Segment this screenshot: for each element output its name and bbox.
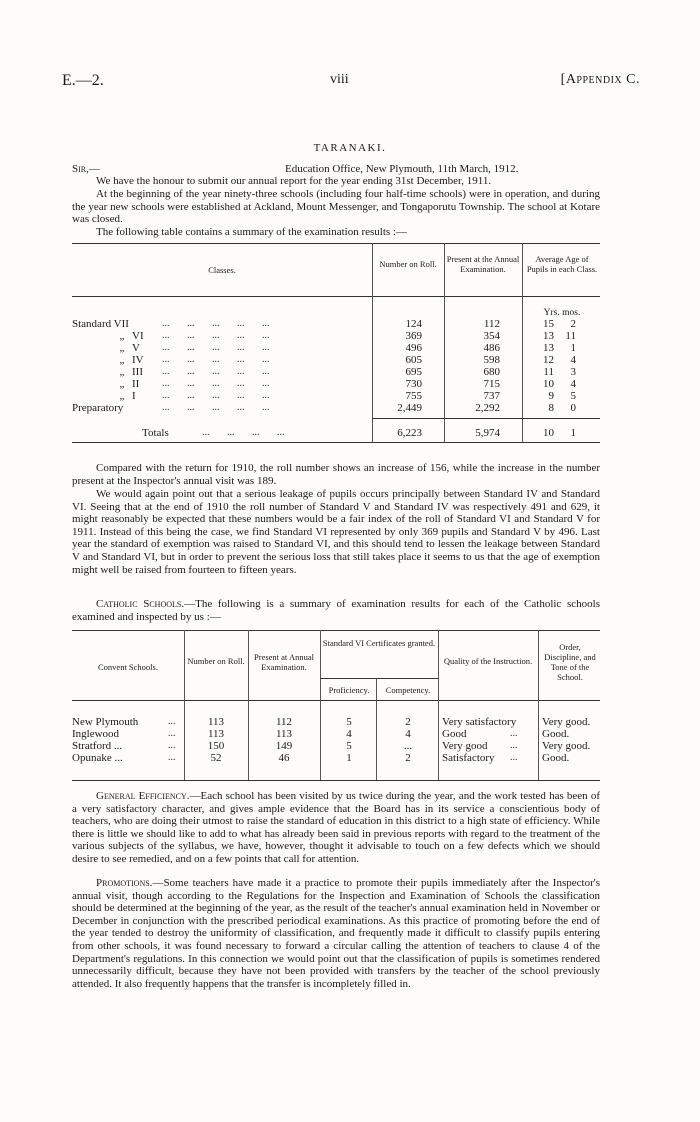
leader-dots: ... (168, 740, 176, 751)
leader-dots: ... ... ... ... ... (162, 342, 270, 353)
column-divider (320, 630, 321, 780)
run-in-heading: Promotions. (96, 877, 153, 889)
present-value: 46 (278, 752, 290, 764)
table-rule (72, 780, 600, 781)
present-value: 113 (275, 728, 293, 740)
leader-dots: ... ... ... ... ... (162, 330, 270, 341)
roll-value: 52 (210, 752, 222, 764)
header-present: Present at Annual Examination. (254, 652, 314, 672)
totals-age-months: 1 (570, 427, 576, 439)
roll-value: 496 (405, 342, 422, 354)
quality-value: Very good (442, 740, 488, 752)
leader-dots: ... ... ... ... ... (162, 318, 270, 329)
age-years: 12 (543, 354, 554, 366)
present-value: 680 (483, 366, 500, 378)
totals-present: 5,974 (475, 427, 500, 439)
present-value: 112 (483, 318, 500, 330)
table-rule (72, 630, 600, 631)
order-value: Good. (542, 728, 570, 740)
leader-dots: ... (168, 716, 176, 727)
competency-value: 4 (405, 728, 411, 740)
row-label: IV (132, 354, 144, 366)
age-years: 13 (543, 342, 554, 354)
column-divider (522, 243, 523, 443)
header-present: Present at the Annual Examination. (446, 254, 520, 274)
paragraph-roll-comparison: Compared with the return for 1910, the roll number shows an increase of 156, while the increase in the number present at the Inspector's annual visit was 189. (72, 462, 600, 487)
totals-age-years: 10 (543, 427, 554, 439)
present-value: 715 (483, 378, 500, 390)
present-value: 737 (483, 390, 500, 402)
ditto-mark: „ (119, 378, 125, 390)
table-rule (72, 442, 600, 443)
order-value: Very good. (542, 716, 591, 728)
header-order-discipline: Order, Discipline, and Tone of the School. (544, 642, 596, 682)
present-value: 149 (275, 740, 293, 752)
row-label: III (132, 366, 143, 378)
totals-label: Totals (142, 427, 169, 439)
age-months: 5 (570, 390, 576, 402)
present-value: 2,292 (475, 402, 500, 414)
leader-dots: ... (510, 740, 518, 751)
age-months: 4 (570, 354, 576, 366)
age-months: 11 (565, 330, 576, 342)
leader-dots: ... (510, 752, 518, 763)
competency-value: 2 (405, 752, 411, 764)
row-label: Preparatory (72, 402, 124, 414)
column-divider (438, 630, 439, 780)
run-in-heading: Catholic Schools. (96, 598, 185, 610)
intro-paragraph: At the beginning of the year ninety-three schools (including four half-time schools) were in operation, and during the year new schools were established at Ackland, Mount Messenger, and Tongaporutu Township. The school at Kotare was closed. (72, 188, 600, 226)
roll-value: 605 (405, 354, 422, 366)
leader-dots: ... (510, 728, 518, 739)
intro-line: We have the honour to submit our annual report for the year ending 31st December, 1911. (96, 175, 492, 187)
leader-dots: ... ... ... ... ... (162, 402, 270, 413)
present-value: 354 (483, 330, 500, 342)
age-months: 2 (570, 318, 576, 330)
proficiency-value: 4 (346, 728, 352, 740)
roll-value: 695 (405, 366, 422, 378)
school-name: Stratford ... (72, 740, 123, 752)
ditto-mark: „ (119, 330, 125, 342)
leader-dots: ... (168, 728, 176, 739)
quality-value: Very satisfactory (442, 716, 517, 728)
totals-roll: 6,223 (397, 427, 422, 439)
examination-results-table (72, 243, 600, 443)
present-value: 598 (483, 354, 500, 366)
column-divider (372, 243, 373, 443)
ditto-mark: „ (119, 390, 125, 402)
proficiency-value: 5 (346, 716, 352, 728)
roll-value: 113 (207, 716, 225, 728)
order-value: Very good. (542, 740, 591, 752)
ditto-mark: „ (119, 366, 125, 378)
leader-dots: ... ... ... ... (202, 427, 285, 438)
ditto-mark: „ (119, 342, 125, 354)
salutation: Sir,— (72, 163, 100, 175)
row-label: I (132, 390, 136, 402)
header-appendix: [Appendix C. (560, 72, 640, 87)
row-label: Standard VII (72, 318, 129, 330)
ditto-mark: „ (119, 354, 125, 366)
row-label: II (132, 378, 140, 390)
order-value: Good. (542, 752, 570, 764)
leader-dots: ... ... ... ... ... (162, 378, 270, 389)
header-average-age: Average Age of Pupils in each Class. (526, 254, 598, 274)
header-page-number: viii (330, 72, 349, 87)
paragraph-leakage: We would again point out that a serious leakage of pupils occurs principally between Standard IV and Standard VI. Seeing that at the end of 1910 the roll number of Standard V and Standard IV was respectively 491 and 629, it might reasonably be expected that these numbers would be a fair index of the roll of Standard VI and Standard V for 1911. Instead of this being the case, we find Standard VI represented by only 369 pupils and Standard V by 496. Last year the standard of exemption was raised to Standard VI, and this should tend to lessen the leakage between Standard V and Standard VI, but in order to prevent the serious loss that still takes place it seems to us that the age of exemption might well be raised from fourteen to fifteen years. (72, 488, 600, 576)
age-months: 1 (570, 342, 576, 354)
totals-rule (372, 418, 600, 419)
school-name: New Plymouth (72, 716, 139, 728)
roll-value: 369 (405, 330, 422, 342)
column-divider (376, 678, 377, 780)
column-divider (538, 630, 539, 780)
competency-value: ... (403, 740, 413, 752)
table-rule (72, 243, 600, 244)
header-proficiency: Proficiency. (328, 685, 370, 695)
row-label: V (132, 342, 140, 354)
age-years: 10 (543, 378, 554, 390)
roll-value: 150 (207, 740, 225, 752)
header-competency: Competency. (385, 685, 431, 695)
header-roll: Number on Roll. (187, 656, 245, 666)
quality-value: Good (442, 728, 467, 740)
roll-value: 113 (207, 728, 225, 740)
paragraph-catholic-schools: Catholic Schools.—The following is a summary of examination results for each of the Catholic schools examined and inspected by us :— (72, 598, 600, 623)
proficiency-value: 1 (346, 752, 352, 764)
quality-value: Satisfactory (442, 752, 495, 764)
competency-value: 2 (405, 716, 411, 728)
present-value: 112 (275, 716, 293, 728)
present-value: 486 (483, 342, 500, 354)
age-years: 9 (548, 390, 554, 402)
column-divider (248, 630, 249, 780)
school-name: Inglewood (72, 728, 120, 740)
age-months: 0 (570, 402, 576, 414)
catholic-schools-table (72, 630, 600, 790)
age-years: 8 (548, 402, 554, 414)
table-rule (320, 678, 438, 679)
roll-value: 755 (405, 390, 422, 402)
header-convent-schools: Convent Schools. (98, 662, 158, 672)
header-classes: Classes. (208, 265, 236, 275)
table-rule (72, 296, 600, 297)
column-divider (444, 243, 445, 443)
roll-value: 2,449 (397, 402, 422, 414)
header-quality: Quality of the Instruction. (443, 656, 533, 666)
proficiency-value: 5 (346, 740, 352, 752)
table-rule (72, 700, 600, 701)
paragraph-promotions: Promotions.—Some teachers have made it a practice to promote their pupils immediately after the Inspector's annual visit, though according to the Regulations for the Inspection and Examination of Schools the classification should be determined at the beginning of the year, as the result of the teacher's annual examination held in November or December in conjunction with the prescribed periodical examinations. As this practice of promoting before the end of the year tended to destroy the uniformity of classification, and frequently made it difficult to classify pupils entering from other schools, it was found necessary to forward a circular calling the attention of teachers to clause 4 of the Department's regulations. In this connection we would point out that the classification of pupils is sometimes rendered unnecessarily difficult, because they have not been provided with transfers by the teacher of the school previously attended. It also frequently happens that the transfer is incompletely filled in. (72, 877, 600, 990)
leader-dots: ... ... ... ... ... (162, 390, 270, 401)
leader-dots: ... (168, 752, 176, 763)
age-units: Yrs. mos. (543, 308, 581, 318)
column-divider (184, 630, 185, 780)
row-label: VI (132, 330, 144, 342)
age-months: 3 (570, 366, 576, 378)
dateline: Education Office, New Plymouth, 11th March, 1912. (285, 163, 519, 175)
age-years: 11 (543, 366, 554, 378)
run-in-heading: General Efficiency. (96, 790, 190, 802)
header-certificates: Standard VI Certificates granted. (322, 638, 436, 648)
intro-table-lead: The following table contains a summary of the examination results :— (96, 226, 407, 238)
school-name: Opunake ... (72, 752, 123, 764)
age-months: 4 (570, 378, 576, 390)
leader-dots: ... ... ... ... ... (162, 366, 270, 377)
roll-value: 124 (405, 318, 422, 330)
header-roll: Number on Roll. (379, 259, 437, 269)
age-years: 15 (543, 318, 554, 330)
section-title: TARANAKI. (313, 142, 387, 154)
header-reference: E.—2. (62, 72, 104, 89)
paragraph-general-efficiency: General Efficiency.—Each school has been visited by us twice during the year, and the work tested has been of a very satisfactory character, and gives ample evidence that the Board has in its service a conscientious body of teachers, who are doing their utmost to raise the standard of education in this district to a high state of efficiency. While there is little we should like to add to what has already been said in previous reports with regard to the treatment of the various subjects of the syllabus, we have, however, thought it advisable to touch on a few defects which we should desire to see remedied, and on a few points that call for attention. (72, 790, 600, 865)
leader-dots: ... ... ... ... ... (162, 354, 270, 365)
roll-value: 730 (405, 378, 422, 390)
age-years: 13 (543, 330, 554, 342)
